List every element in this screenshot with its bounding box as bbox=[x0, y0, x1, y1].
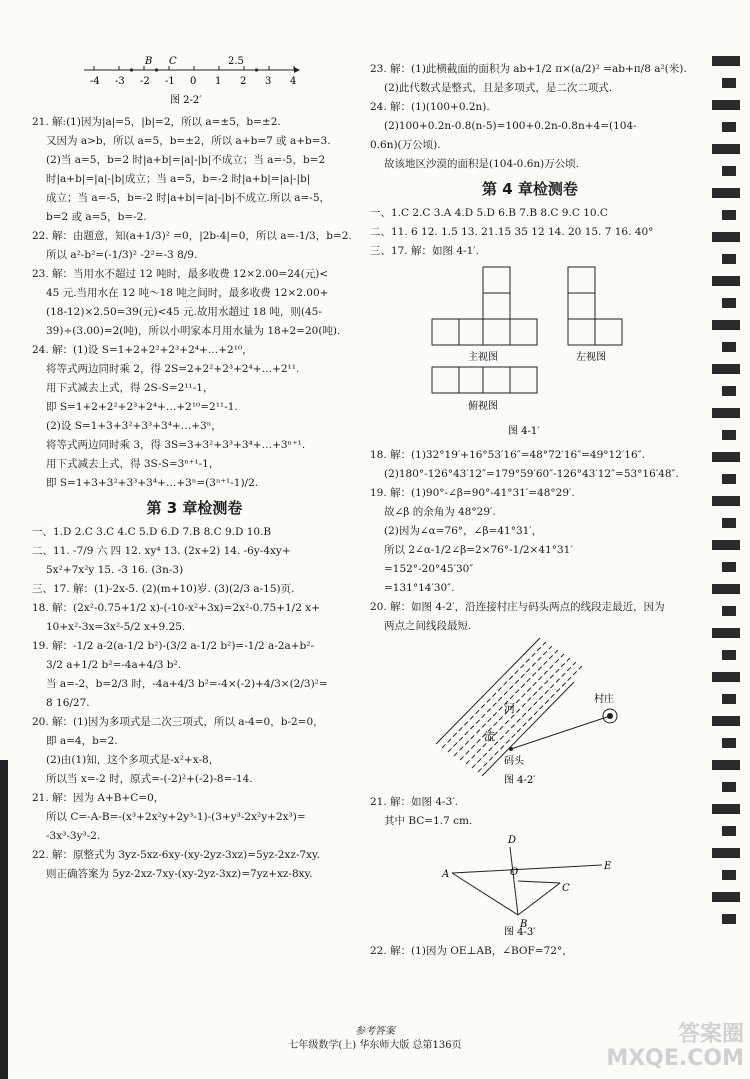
answer-line: 成立；当 a=-5，b=-2 时|a+b|=|a|-|b|不成立.所以 a=-5， bbox=[46, 192, 331, 204]
answer-line: 20. 解：如图 4-2′，沿连接村庄与码头两点的线段走最近，因为 bbox=[370, 601, 665, 613]
figure-4-3-geometry bbox=[370, 831, 690, 935]
answer-line: 三、17. 解：如图 4-1′. bbox=[370, 245, 480, 257]
answer-line: (2)此代数式是整式，且是多项式，是二次二项式. bbox=[384, 82, 613, 94]
dock-label: 码头 bbox=[504, 756, 524, 767]
front-view-label: 主视图 bbox=[468, 352, 498, 363]
figure-4-1-three-views bbox=[370, 261, 690, 439]
answer-line: 22. 解：由题意，知(a+1/3)² =0，|2b-4|=0，所以 a=-1/3，b=2. bbox=[32, 230, 352, 242]
answer-line: 将等式两边同时乘 2，得 2S=2+2²+2³+2⁴+…+2¹¹. bbox=[46, 363, 300, 375]
right-column bbox=[370, 60, 690, 961]
left-answers-ch3 bbox=[32, 523, 357, 884]
point-b-marker bbox=[130, 68, 133, 71]
tick-label: 3 bbox=[265, 76, 272, 87]
right-answers-ch4-part2 bbox=[370, 446, 690, 636]
figure-4-3-caption: 图 4-3′ bbox=[504, 927, 536, 935]
chapter-4-title: 第 4 章检测卷 bbox=[482, 180, 578, 198]
answer-line: 两点之间线段最短. bbox=[384, 620, 472, 632]
answer-line: 所以 a²-b²=(-1/3)² -2²=-3 8/9. bbox=[46, 249, 198, 261]
answer-line: 又因为 a>b，所以 a=5，b=±2，所以 a+b=7 或 a+b=3. bbox=[46, 135, 331, 147]
point-e: E bbox=[604, 861, 612, 872]
answer-line: (18-12)×2.50=39(元)<45 元.故用水超过 18 吨，则(45- bbox=[46, 306, 322, 318]
answer-line: 二、11. 6 12. 1.5 13. 21.15 35 12 14. 20 15. 7 16. 40° bbox=[370, 226, 654, 238]
answer-line: 故该地区沙漠的面积是(104-0.6n)万公顷. bbox=[384, 158, 580, 170]
watermark-logo bbox=[606, 1023, 744, 1071]
answer-line: 24. 解：(1)设 S=1+2+2²+2³+2⁴+…+2¹⁰， bbox=[32, 344, 253, 356]
answer-line: 用下式减去上式，得 2S-S=2¹¹-1， bbox=[46, 382, 214, 394]
left-column bbox=[32, 54, 357, 884]
answer-line: (2)因为∠α=76°，∠β=41°31′， bbox=[384, 525, 543, 537]
edge-marks bbox=[712, 56, 740, 936]
answer-line: 5x²+7x²y 15. -3 16. (3n-3) bbox=[46, 564, 184, 576]
answer-line: 24. 解：(1)(100+0.2n). bbox=[370, 101, 490, 113]
answer-line: 22. 解：(1)因为 OE⊥AB，∠BOF=72°， bbox=[370, 945, 573, 957]
answer-line: 所以 2∠α-1/2∠β=2×76°-1/2×41°31′ bbox=[384, 544, 573, 556]
answer-line: 将等式两边同时乘 3，得 3S=3+3²+3³+3⁴+…+3ⁿ⁺¹. bbox=[46, 439, 306, 451]
answer-line: 18. 解：(2x²-0.75+1/2 x)-(-10-x²+3x)=2x²-0.75+1/2 x+ bbox=[32, 602, 320, 614]
figure-4-2-caption: 图 4-2′ bbox=[504, 775, 536, 786]
answer-line: 20. 解：(1)因为多项式是二次三项式，所以 a-4=0，b-2=0， bbox=[32, 716, 324, 728]
right-answers-q21 bbox=[370, 793, 690, 831]
answer-line: 21. 解：如图 4-3′. bbox=[370, 796, 459, 808]
answer-line: 用下式减去上式，得 3S-S=3ⁿ⁺¹-1， bbox=[46, 458, 220, 470]
figure-4-1-caption: 图 4-1′ bbox=[508, 426, 540, 437]
watermark-line2: MXQE.COM bbox=[606, 1046, 744, 1071]
right-answers-ch3 bbox=[370, 60, 690, 174]
answer-line: 三、17. 解：(1)-2x-5. (2)(m+10)岁. (3)(2/3 a-15)页. bbox=[32, 583, 295, 595]
answer-line: (2)设 S=1+3+3²+3³+3⁴+…+3ⁿ， bbox=[46, 420, 222, 432]
answer-line: 45 元.当用水在 12 吨～18 吨之间时，最多收费 12×2.00+ bbox=[46, 287, 329, 299]
answer-line: 二、11. -7/9 六 四 12. xy⁴ 13. (2x+2) 14. -6y-4xy+ bbox=[32, 545, 291, 557]
answer-line: (2)180°-126°43′12″=179°59′60″-126°43′12″=53°16′48″. bbox=[384, 468, 679, 480]
answer-line: 故∠β 的余角为 48°29′. bbox=[384, 506, 496, 518]
answer-line: 当 a=-2，b=2/3 时，-4a+4/3 b²=-4×(-2)+4/3×(2/3)²= bbox=[46, 678, 328, 690]
answer-line: 19. 解：-1/2 a-2(a-1/2 b²)-(3/2 a-1/2 b²)=-1/2 a-2a+b²- bbox=[32, 640, 315, 652]
figure-2-2-caption: 图 2-2′ bbox=[170, 95, 202, 106]
answer-line: 一、1.D 2.C 3.C 4.C 5.D 6.D 7.B 8.C 9.D 10.B bbox=[32, 526, 272, 538]
right-answers-ch4-part1 bbox=[370, 204, 690, 261]
answer-line: 一、1.C 2.C 3.A 4.D 5.D 6.B 7.B 8.C 9.C 10.C bbox=[370, 207, 608, 219]
footer-book-info: 七年级数学(上) 华东师大版 总第136页 bbox=[288, 1040, 462, 1051]
answer-line: =152°-20°45′30″ bbox=[384, 563, 474, 575]
answer-line: 10+x²-3x=3x²-5/2 x+9.25. bbox=[46, 621, 186, 633]
tick-label: 1 bbox=[215, 76, 222, 87]
answer-line: 3/2 a+1/2 b²=-4a+4/3 b². bbox=[46, 659, 182, 671]
river-label-1: 河 bbox=[504, 702, 515, 715]
point-25-marker bbox=[255, 68, 258, 71]
top-view-label: 俯视图 bbox=[468, 401, 498, 412]
figure-2-2-number-line bbox=[32, 54, 357, 106]
point-d: D bbox=[508, 835, 517, 846]
answer-line: =131°14′30″. bbox=[384, 582, 455, 594]
answer-line: 则正确答案为 5yz-2xz-7xy-(xy-2yz-3xz)=7yz+xz-8xy. bbox=[46, 868, 313, 880]
answer-line: (2)100+0.2n-0.8(n-5)=100+0.2n-0.8n+4=(104- bbox=[384, 120, 637, 132]
answer-line: 0.6n)(万公顷). bbox=[370, 139, 441, 151]
point-b-label: B bbox=[145, 56, 153, 67]
answer-line: 其中 BC=1.7 cm. bbox=[384, 815, 473, 827]
tick-label: 2 bbox=[240, 76, 247, 87]
tick-label: 0 bbox=[190, 76, 197, 87]
answer-line: 22. 解：原整式为 3yz-5xz-6xy-(xy-2yz-3xz)=5yz-2xz-7xy. bbox=[32, 849, 320, 861]
answer-line: 时|a+b|=|a|-|b|成立；当 a=5，b=-2 时|a+b|=|a|-|b| bbox=[46, 173, 311, 185]
left-answers-ch2 bbox=[32, 113, 357, 493]
answer-line: 8 16/27. bbox=[46, 697, 90, 709]
chapter-3-title: 第 3 章检测卷 bbox=[146, 499, 243, 517]
answer-line: -3x³-3y³-2. bbox=[46, 830, 101, 842]
tick-label: -2 bbox=[140, 76, 150, 87]
figure-4-2-river-village bbox=[370, 636, 690, 786]
watermark-line1: 答案圈 bbox=[677, 1022, 744, 1047]
answer-line: 23. 解：当用水不超过 12 吨时，最多收费 12×2.00=24(元)< bbox=[32, 268, 329, 280]
answer-line: 23. 解：(1)此横截面的面积为 ab+1/2 π×(a/2)² =ab+π/8 a²(米). bbox=[370, 63, 687, 75]
river-label-2: 流 bbox=[484, 730, 495, 743]
village-label: 村庄 bbox=[594, 694, 614, 705]
answer-line: 所以当 x=-2 时，原式=-(-2)²+(-2)-8=-14. bbox=[46, 773, 253, 785]
answer-line: 19. 解：(1)90°-∠β=90°-41°31′=48°29′. bbox=[370, 487, 575, 499]
answer-line: 18. 解：(1)32°19′+16°53′16″=48°72′16″=49°12′16″. bbox=[370, 449, 645, 461]
answer-line: 21. 解：因为 A+B+C=0， bbox=[32, 792, 165, 804]
answer-line: (2)由(1)知，这个多项式是-x²+x-8， bbox=[46, 754, 220, 766]
answer-line: (2)当 a=5，b=2 时|a+b|=|a|-|b|不成立；当 a=-5，b=2 bbox=[46, 154, 326, 166]
answer-line: 所以 C=-A-B=-(x³+2x²y+2y³-1)-(3+y³-2x²y+2x³)= bbox=[46, 811, 306, 823]
answer-line: 即 S=1+2+2²+2³+2⁴+…+2¹⁰=2¹¹-1. bbox=[46, 401, 238, 413]
tick-label: -3 bbox=[115, 76, 125, 87]
point-o: O bbox=[510, 867, 519, 878]
point-c-marker bbox=[155, 68, 158, 71]
point-b: B bbox=[520, 919, 528, 930]
tick-label: 4 bbox=[290, 76, 297, 87]
answer-line: 39)÷(3.00)=2(吨)，所以小明家本月用水量为 18+2=20(吨). bbox=[46, 325, 341, 337]
answer-line: 21. 解:(1)因为|a|=5，|b|=2，所以 a=±5，b=±2. bbox=[32, 116, 281, 128]
right-answers-q22 bbox=[370, 942, 690, 961]
footer-answer-key-label: 参考答案 bbox=[355, 1026, 395, 1037]
left-view-label: 左视图 bbox=[576, 352, 606, 363]
answer-line: b=2 或 a=5，b=-2. bbox=[46, 211, 147, 223]
point-c: C bbox=[562, 883, 570, 894]
answer-line: 即 a=4，b=2. bbox=[46, 735, 118, 747]
tick-label: -4 bbox=[90, 76, 100, 87]
point-c-label: C bbox=[169, 56, 177, 67]
point-25-label: 2.5 bbox=[228, 56, 244, 67]
point-a: A bbox=[442, 869, 450, 880]
answer-line: 即 S=1+3+3²+3³+3⁴+…+3ⁿ=(3ⁿ⁺¹-1)/2. bbox=[46, 477, 259, 489]
tick-label: -1 bbox=[165, 76, 175, 87]
